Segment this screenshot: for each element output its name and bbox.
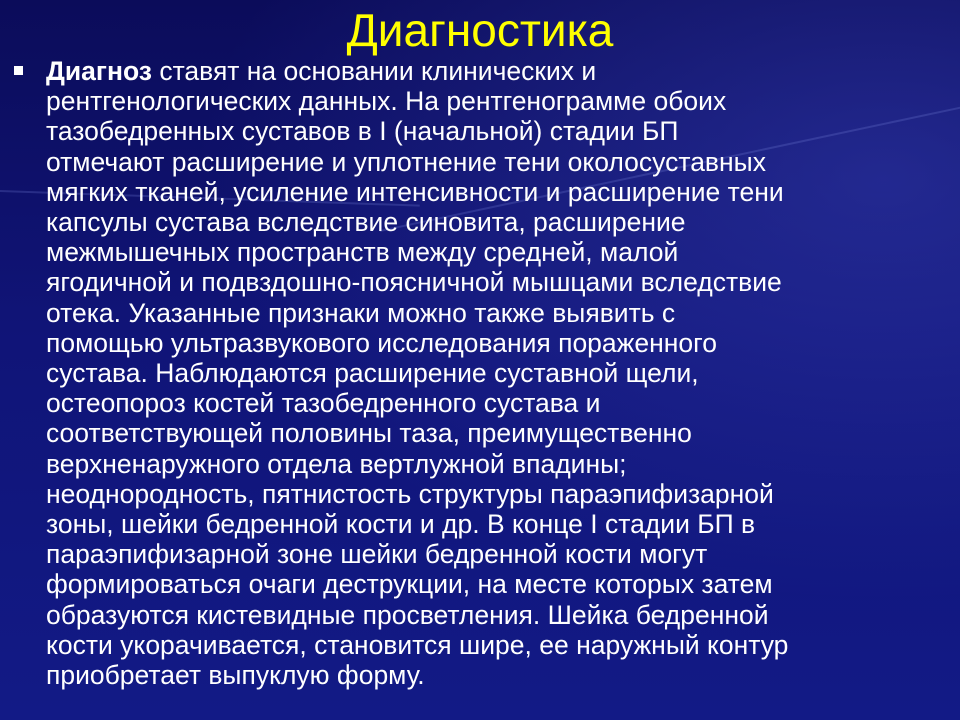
paragraph-line [46, 56, 946, 86]
paragraph-line: рентгенологических данных. На рентгенограмме обоих [46, 86, 727, 117]
paragraph-line: образуются кистевидные просветления. Шейка бедренной [46, 599, 769, 630]
paragraph-line: мягких тканей, усиление интенсивности и расширение тени [46, 176, 784, 207]
paragraph-line: параэпифизарной зоне шейки бедренной кости могут [46, 539, 708, 570]
paragraph-line: зоны, шейки бедренной кости и др. В конце I стадии БП в [46, 509, 756, 540]
paragraph-line: кости укорачивается, становится шире, ее наружный контур [46, 629, 789, 660]
paragraph-line-text: ставят на основании клинических и [151, 56, 597, 86]
bullet-paragraph [46, 56, 946, 690]
paragraph-line: ягодичной и подвздошно-поясничной мышцами вследствие [46, 267, 782, 298]
bullet-square-icon [14, 66, 23, 75]
paragraph-line: соответствующей половины таза, преимущественно [46, 418, 692, 449]
paragraph-line: верхненаружного отдела вертлужной впадины; [46, 448, 627, 479]
paragraph-line: межмышечных пространств между средней, малой [46, 237, 679, 268]
slide-title: Диагностика [346, 4, 614, 56]
paragraph-line: тазобедренных суставов в I (начальной) стадии БП [46, 116, 679, 147]
paragraph-line: отмечают расширение и уплотнение тени околосуставных [46, 146, 766, 177]
paragraph-line: неоднородность, пятнистость структуры параэпифизарной [46, 478, 774, 509]
diagnosis-term: Диагноз [46, 56, 152, 86]
paragraph-line: капсулы сустава вследствие синовита, расширение [46, 207, 686, 238]
paragraph-line: формироваться очаги деструкции, на месте которых затем [46, 569, 773, 600]
paragraph-line: помощью ультразвукового исследования пораженного [46, 327, 717, 358]
paragraph-line: отека. Указанные признаки можно также выявить с [46, 297, 676, 328]
paragraph-line: приобретает выпуклую форму. [46, 660, 425, 691]
paragraph-line: сустава. Наблюдаются расширение суставной щели, [46, 358, 699, 389]
paragraph-line: остеопороз костей тазобедренного сустава и [46, 388, 601, 419]
